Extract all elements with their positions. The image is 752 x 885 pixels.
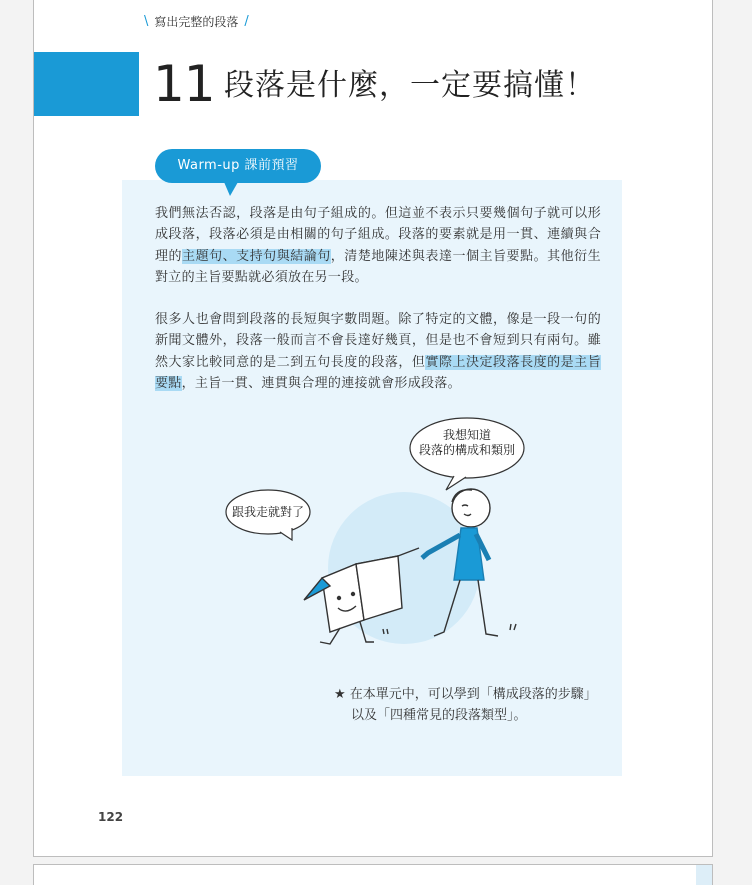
page-number: 122	[98, 810, 124, 824]
warmup-badge: Warm-up 課前預習	[155, 149, 321, 183]
illustration	[214, 410, 554, 650]
note-line-2: 以及「四種常見的段落類型」。	[351, 708, 527, 723]
kicker-slash-left: \	[144, 14, 149, 29]
speech-bubble-right	[410, 418, 524, 490]
chapter-title: 段落是什麼，一定要搞懂！	[224, 68, 596, 103]
paragraph-2-text: 很多人也會問到段落的長短與字數問題。除了特定的文體，像是一段一句的新聞文體外，段落一般而言不會長達好幾頁，但是也不會短到只有兩句。雖然大家比較同意的是二到五句長度的段落，但	[155, 312, 601, 370]
note-line-1-text: 在本單元中，可以學到「構成段落的步驟」	[349, 687, 597, 702]
note-line-1	[334, 684, 597, 705]
unit-note	[334, 684, 597, 726]
bubble-right-line2: 段落的構成和類別	[418, 443, 516, 457]
paragraph-2	[155, 309, 601, 395]
warmup-badge-tail	[224, 182, 238, 196]
paragraph-1-text-end: ，清楚地陳述與表達一個主旨要點。其他衍生對立的主旨要點就必須放在另一段。	[155, 248, 601, 286]
kicker-slash-right: /	[244, 14, 249, 29]
section-kicker	[144, 13, 249, 30]
next-page-edge	[33, 864, 713, 885]
paragraph-1-highlight: 主題句、支持句與結論句	[182, 248, 331, 264]
kicker-text: 寫出完整的段落	[154, 15, 239, 29]
paragraph-2-text-end: ，主旨一貫、連貫與合理的連接就會形成段落。	[181, 376, 461, 392]
next-page-accent-strip	[696, 865, 712, 885]
speech-bubble-left	[226, 490, 310, 540]
book-page	[33, 0, 713, 857]
paragraph-1-text: 我們無法否認，段落是由句子組成的。但這並不表示只要幾個句子就可以形成段落，段落必須是由相關的句子組成。段落的要素就是用一貫、連續與合理的	[155, 206, 601, 264]
paragraph-1	[155, 203, 601, 289]
chapter-number: 11	[153, 55, 215, 113]
paragraph-2-highlight: 實際上決定段落長度的是主旨要點	[155, 354, 601, 392]
bubble-left-text: 跟我走就對了	[231, 505, 305, 519]
star-icon: ★	[334, 687, 346, 702]
bubble-right-line1: 我想知道	[442, 428, 492, 442]
chapter-color-block	[34, 52, 139, 116]
